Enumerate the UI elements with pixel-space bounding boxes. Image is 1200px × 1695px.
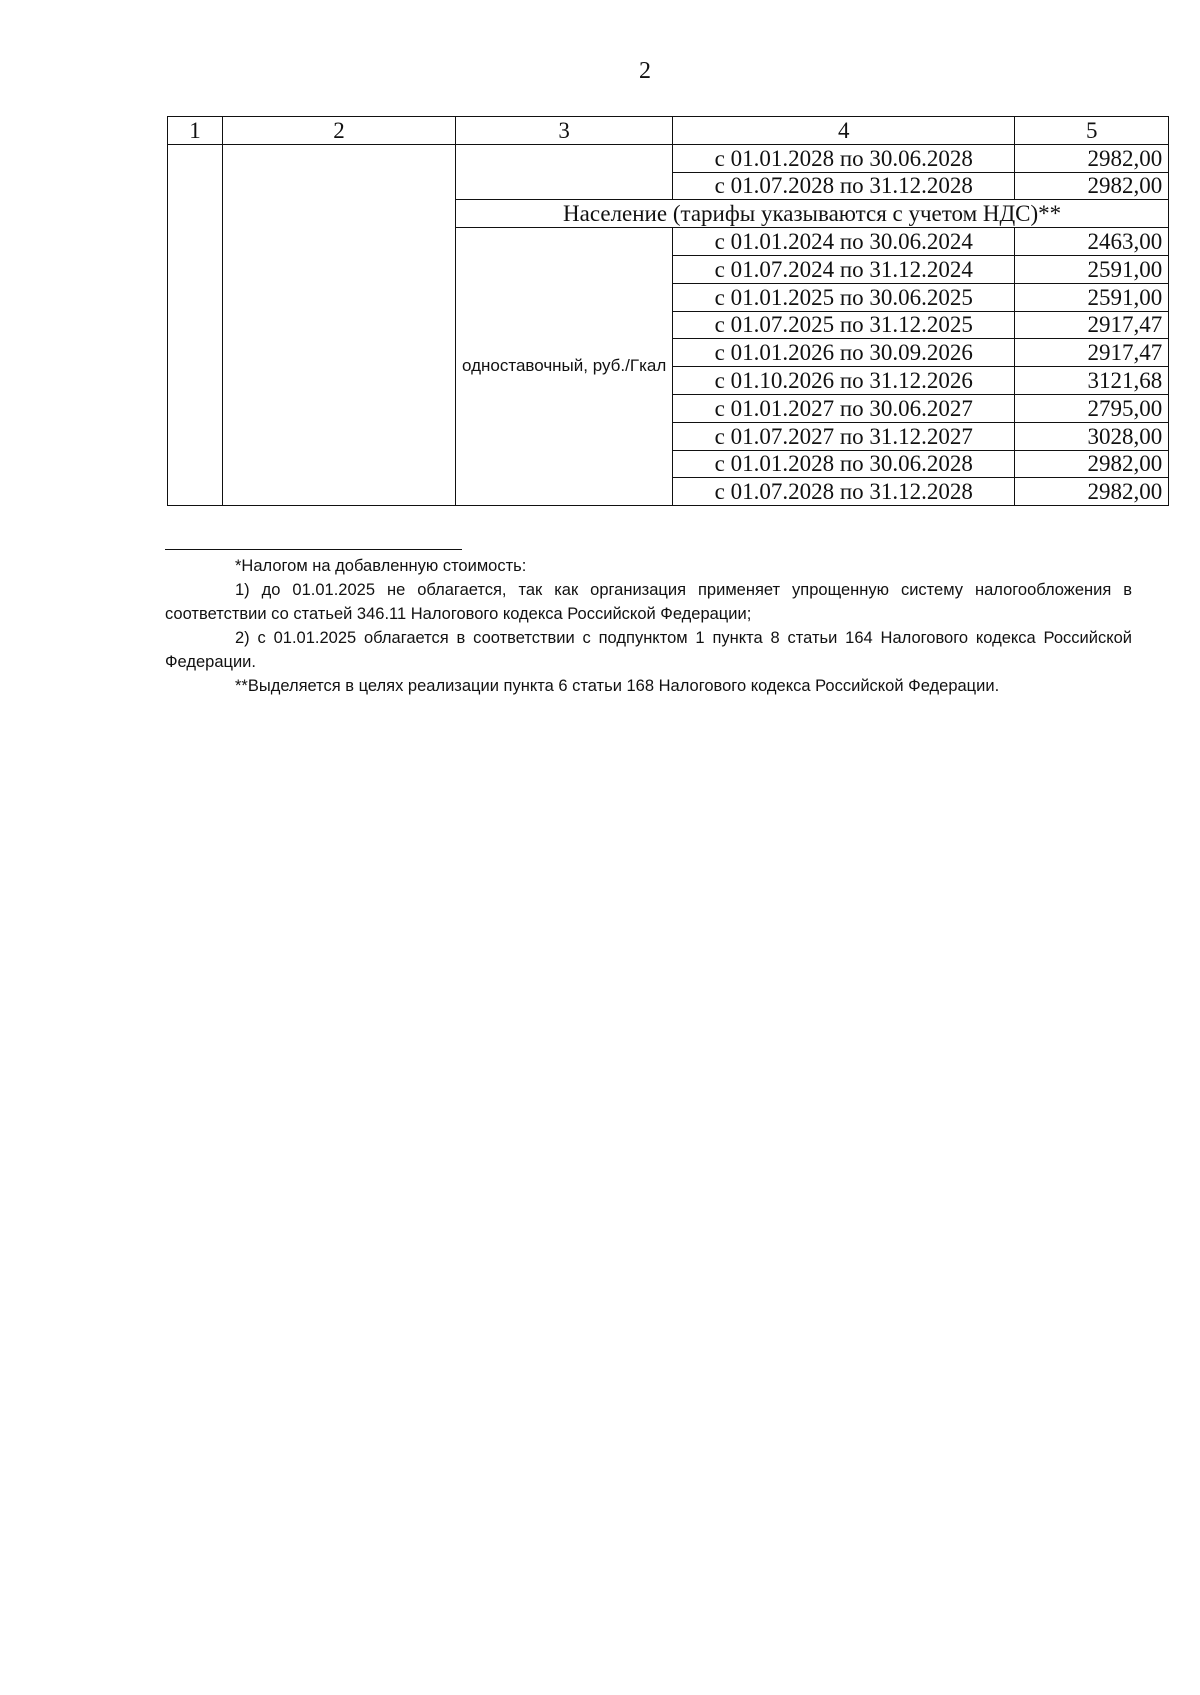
column-2-cell [223,144,456,505]
tariff-value-cell: 2982,00 [1015,478,1169,506]
period-cell: с 01.01.2028 по 30.06.2028 [673,450,1015,478]
footnote-vat-item-2: 2) с 01.01.2025 облагается в соответствии с подпунктом 1 пункта 8 статьи 164 Налогового кодекса Российской Федерации. [165,629,1132,671]
period-cell: с 01.01.2024 по 30.06.2024 [673,228,1015,256]
section-title: Население (тарифы указываются с учетом НДС)** [456,200,1169,228]
tariff-value-cell: 2463,00 [1015,228,1169,256]
footnote-vat-title: *Налогом на добавленную стоимость: [235,557,527,575]
column-header-4: 4 [673,117,1015,145]
column-1-cell [168,144,223,505]
period-cell: с 01.01.2028 по 30.06.2028 [673,144,1015,172]
tariff-value-cell: 2982,00 [1015,172,1169,200]
column-header-1: 1 [168,117,223,145]
column-header-2: 2 [223,117,456,145]
footnote-vat-allocation: **Выделяется в целях реализации пункта 6 статьи 168 Налогового кодекса Российской Федерации. [235,677,1000,695]
period-cell: с 01.01.2027 по 30.06.2027 [673,394,1015,422]
tariff-value-cell: 2591,00 [1015,255,1169,283]
tariff-value-cell: 2917,47 [1015,339,1169,367]
tariff-value-cell: 2795,00 [1015,394,1169,422]
tariff-value-cell: 2982,00 [1015,144,1169,172]
tariff-value-cell: 2982,00 [1015,450,1169,478]
unit-cell: одноставочный, руб./Гкал [456,228,673,506]
period-cell: с 01.10.2026 по 31.12.2026 [673,367,1015,395]
period-cell: с 01.01.2026 по 30.09.2026 [673,339,1015,367]
tariff-value-cell: 3028,00 [1015,422,1169,450]
tariff-table [167,116,1169,506]
period-cell: с 01.07.2027 по 31.12.2027 [673,422,1015,450]
page-number: 2 [639,58,651,84]
period-cell: с 01.07.2028 по 31.12.2028 [673,478,1015,506]
period-cell: с 01.07.2024 по 31.12.2024 [673,255,1015,283]
tariff-value-cell: 2591,00 [1015,283,1169,311]
footnote-vat-item-1: 1) до 01.01.2025 не облагается, так как организация применяет упрощенную систему налогообложения в соответствии со статьей 346.11 Налогового кодекса Российской Федерации; [165,581,1132,623]
tariff-value-cell: 3121,68 [1015,367,1169,395]
table-row [168,144,1169,172]
period-cell: с 01.07.2025 по 31.12.2025 [673,311,1015,339]
footnotes [165,554,1132,698]
period-cell: с 01.01.2025 по 30.06.2025 [673,283,1015,311]
tariff-value-cell: 2917,47 [1015,311,1169,339]
column-3-cell-top [456,144,673,200]
footnote-divider [165,549,462,550]
period-cell: с 01.07.2028 по 31.12.2028 [673,172,1015,200]
column-header-5: 5 [1015,117,1169,145]
column-header-3: 3 [456,117,673,145]
table-header-row [168,117,1169,145]
